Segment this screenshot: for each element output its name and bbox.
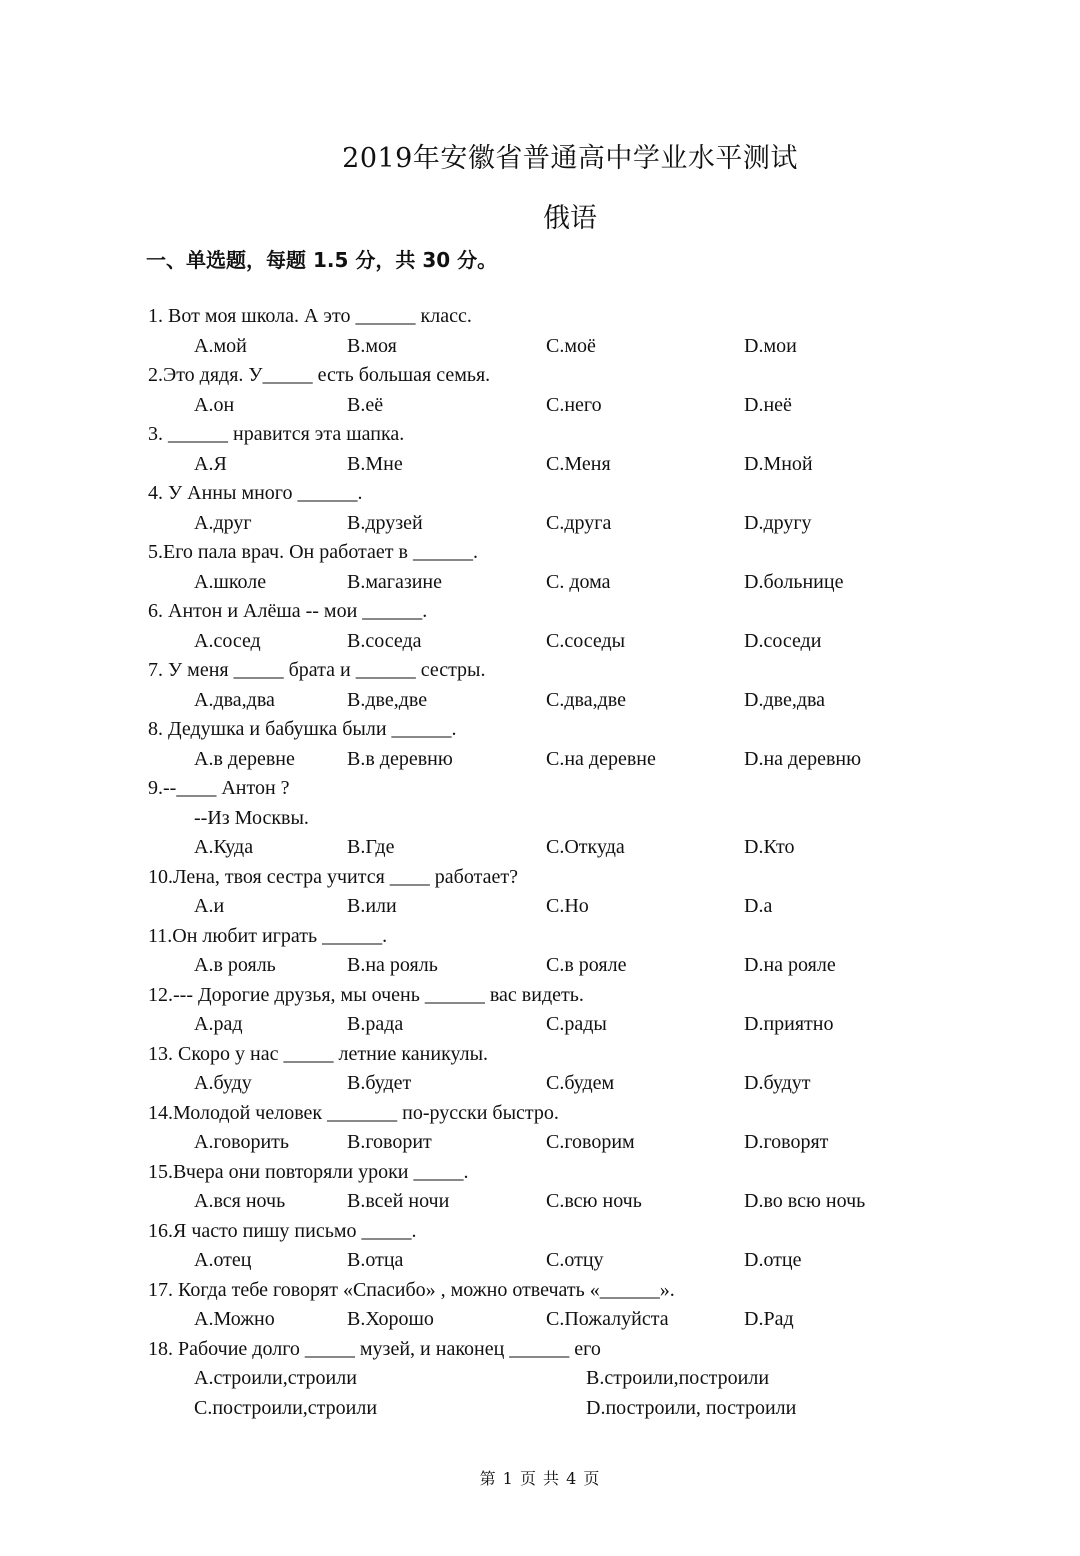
question-stem: 8. Дедушка и бабушка были ______.	[148, 718, 457, 740]
answer-option[interactable]: A.Я	[194, 452, 227, 475]
answer-option[interactable]: A.вся ночь	[194, 1190, 286, 1212]
option-row	[148, 450, 1048, 480]
answer-option[interactable]: C.Меня	[546, 452, 611, 475]
answer-option[interactable]: D.мои	[744, 334, 797, 357]
option-row	[148, 833, 1048, 863]
answer-option[interactable]: C.построили,строили	[194, 1396, 378, 1419]
answer-option[interactable]: B.в деревню	[347, 747, 453, 770]
answer-option[interactable]: C.всю ночь	[546, 1190, 642, 1212]
question-stem: 18. Рабочие долго _____ музей, и наконец ______ его	[148, 1337, 601, 1360]
answer-option[interactable]: D.а	[744, 895, 773, 917]
option-row	[148, 1394, 1048, 1424]
answer-option[interactable]: D.Кто	[744, 836, 795, 858]
answer-option[interactable]: D.во всю ночь	[744, 1190, 866, 1212]
option-row	[148, 1364, 1048, 1394]
answer-option[interactable]: D.отце	[744, 1249, 802, 1271]
answer-option[interactable]: B.отца	[347, 1249, 404, 1271]
option-row	[148, 1187, 1048, 1217]
answer-option[interactable]: C.рады	[546, 1013, 607, 1035]
question-stem: 3. ______ нравится эта шапка.	[148, 423, 405, 445]
answer-option[interactable]: A.отец	[194, 1249, 252, 1271]
question-stem: 9.--____ Антон ?	[148, 777, 290, 799]
answer-option[interactable]: B.соседа	[347, 629, 422, 652]
answer-option[interactable]: C.будем	[546, 1072, 615, 1094]
option-row	[148, 892, 1048, 922]
answer-option[interactable]: B.Мне	[347, 452, 403, 475]
answer-option[interactable]: B.или	[347, 895, 397, 917]
question-stem: 17. Когда тебе говорят «Спасибо» , можно отвечать «______».	[148, 1278, 675, 1301]
answer-option[interactable]: A.он	[194, 393, 235, 416]
question-stem: 15.Вчера они повторяли уроки _____.	[148, 1160, 469, 1183]
option-row	[148, 332, 1048, 362]
answer-option[interactable]: A.и	[194, 895, 225, 917]
question-stem: 4. У Анны много ______.	[148, 482, 363, 504]
answer-option[interactable]: B.на рояль	[347, 954, 438, 976]
answer-option[interactable]: C.в рояле	[546, 954, 627, 976]
question-list	[148, 302, 1048, 1423]
option-row	[148, 1246, 1048, 1276]
answer-option[interactable]: D.на деревню	[744, 747, 862, 770]
answer-option[interactable]: A.в рояль	[194, 954, 276, 976]
question-stem: 10.Лена, твоя сестра учится ____ работает?	[148, 865, 518, 888]
answer-option[interactable]: A.в деревне	[194, 747, 295, 770]
answer-option[interactable]: C.Пожалуйста	[546, 1308, 669, 1330]
answer-option[interactable]: C. дома	[546, 570, 611, 593]
question-stem: 6. Антон и Алёша -- мои ______.	[148, 600, 428, 622]
answer-option[interactable]: B.будет	[347, 1072, 412, 1094]
answer-option[interactable]: A.два,два	[194, 688, 275, 711]
option-row	[148, 509, 1048, 539]
question-stem: 14.Молодой человек _______ по-русски быстро.	[148, 1101, 559, 1124]
page-footer: 第 1 页 共 4 页	[479, 1469, 601, 1488]
exam-subject: 俄语	[543, 203, 597, 234]
exam-title: 2019年安徽省普通高中学业水平测试	[342, 143, 798, 174]
answer-option[interactable]: A.Куда	[194, 836, 254, 858]
answer-option[interactable]: D.неё	[744, 393, 792, 416]
question-stem: 1. Вот моя школа. А это ______ класс.	[148, 305, 472, 327]
answer-option[interactable]: B.всей ночи	[347, 1190, 450, 1212]
answer-option[interactable]: B.Хорошо	[347, 1308, 434, 1330]
answer-option[interactable]: C.моё	[546, 334, 596, 357]
answer-option[interactable]: A.строили,строили	[194, 1367, 357, 1389]
answer-option[interactable]: D.построили, построили	[586, 1396, 797, 1419]
answer-option[interactable]: B.друзей	[347, 511, 423, 534]
option-row	[148, 1010, 1048, 1040]
answer-option[interactable]: D.говорят	[744, 1131, 829, 1153]
answer-option[interactable]: C.отцу	[546, 1249, 604, 1271]
question-sub-line: --Из Москвы.	[194, 806, 309, 829]
answer-option[interactable]: D.две,два	[744, 688, 826, 711]
answer-option[interactable]: C.на деревне	[546, 747, 656, 770]
answer-option[interactable]: C.соседы	[546, 629, 626, 652]
answer-option[interactable]: B.её	[347, 393, 384, 416]
answer-option[interactable]: C.Но	[546, 895, 589, 917]
option-row	[148, 391, 1048, 421]
answer-option[interactable]: D.будут	[744, 1072, 811, 1094]
option-row	[148, 568, 1048, 598]
option-row	[148, 1305, 1048, 1335]
answer-option[interactable]: B.рада	[347, 1013, 404, 1035]
question-stem: 7. У меня _____ брата и ______ сестры.	[148, 659, 486, 681]
answer-option[interactable]: D.приятно	[744, 1013, 834, 1035]
answer-option[interactable]: A.школе	[194, 570, 267, 593]
section-heading: 一、单选题，每题 1.5 分，共 30 分。	[146, 248, 498, 272]
option-row	[148, 1069, 1048, 1099]
answer-option[interactable]: A.рад	[194, 1013, 243, 1035]
question-stem: 11.Он любит играть ______.	[148, 924, 388, 947]
option-row	[148, 686, 1048, 716]
answer-option[interactable]: A.друг	[194, 511, 252, 534]
question-stem: 5.Его пала врач. Он работает в ______.	[148, 541, 478, 563]
answer-option[interactable]: C.Откуда	[546, 836, 625, 858]
answer-option[interactable]: B.Где	[347, 836, 395, 858]
answer-option[interactable]: D.больнице	[744, 570, 844, 593]
answer-option[interactable]: D.соседи	[744, 629, 822, 652]
answer-option[interactable]: A.мой	[194, 334, 247, 357]
question-stem: 16.Я часто пишу письмо _____.	[148, 1219, 417, 1242]
question-stem: 2.Это дядя. У_____ есть большая семья.	[148, 364, 491, 386]
answer-option[interactable]: D.Мной	[744, 452, 813, 475]
option-row	[148, 951, 1048, 981]
answer-option[interactable]: C.два,две	[546, 688, 626, 711]
answer-option[interactable]: C.него	[546, 393, 602, 416]
answer-option[interactable]: D.Рад	[744, 1308, 794, 1330]
option-row	[148, 627, 1048, 657]
answer-option[interactable]: B.моя	[347, 334, 397, 357]
option-row	[148, 1128, 1048, 1158]
answer-option[interactable]: A.сосед	[194, 629, 261, 652]
answer-option[interactable]: B.две,две	[347, 688, 428, 711]
answer-option[interactable]: A.говорить	[194, 1131, 290, 1153]
answer-option[interactable]: B.говорит	[347, 1131, 432, 1153]
option-row	[148, 745, 1048, 775]
answer-option[interactable]: D.другу	[744, 511, 812, 534]
question-stem: 13. Скоро у нас _____ летние каникулы.	[148, 1042, 489, 1065]
answer-option[interactable]: B.магазине	[347, 570, 442, 593]
question-stem: 12.--- Дорогие друзья, мы очень ______ вас видеть.	[148, 983, 584, 1006]
answer-option[interactable]: D.на рояле	[744, 954, 836, 976]
answer-option[interactable]: A.буду	[194, 1072, 252, 1094]
answer-option[interactable]: C.говорим	[546, 1131, 635, 1153]
answer-option[interactable]: C.друга	[546, 511, 612, 534]
answer-option[interactable]: B.строили,построили	[586, 1367, 770, 1389]
answer-option[interactable]: A.Можно	[194, 1308, 275, 1330]
